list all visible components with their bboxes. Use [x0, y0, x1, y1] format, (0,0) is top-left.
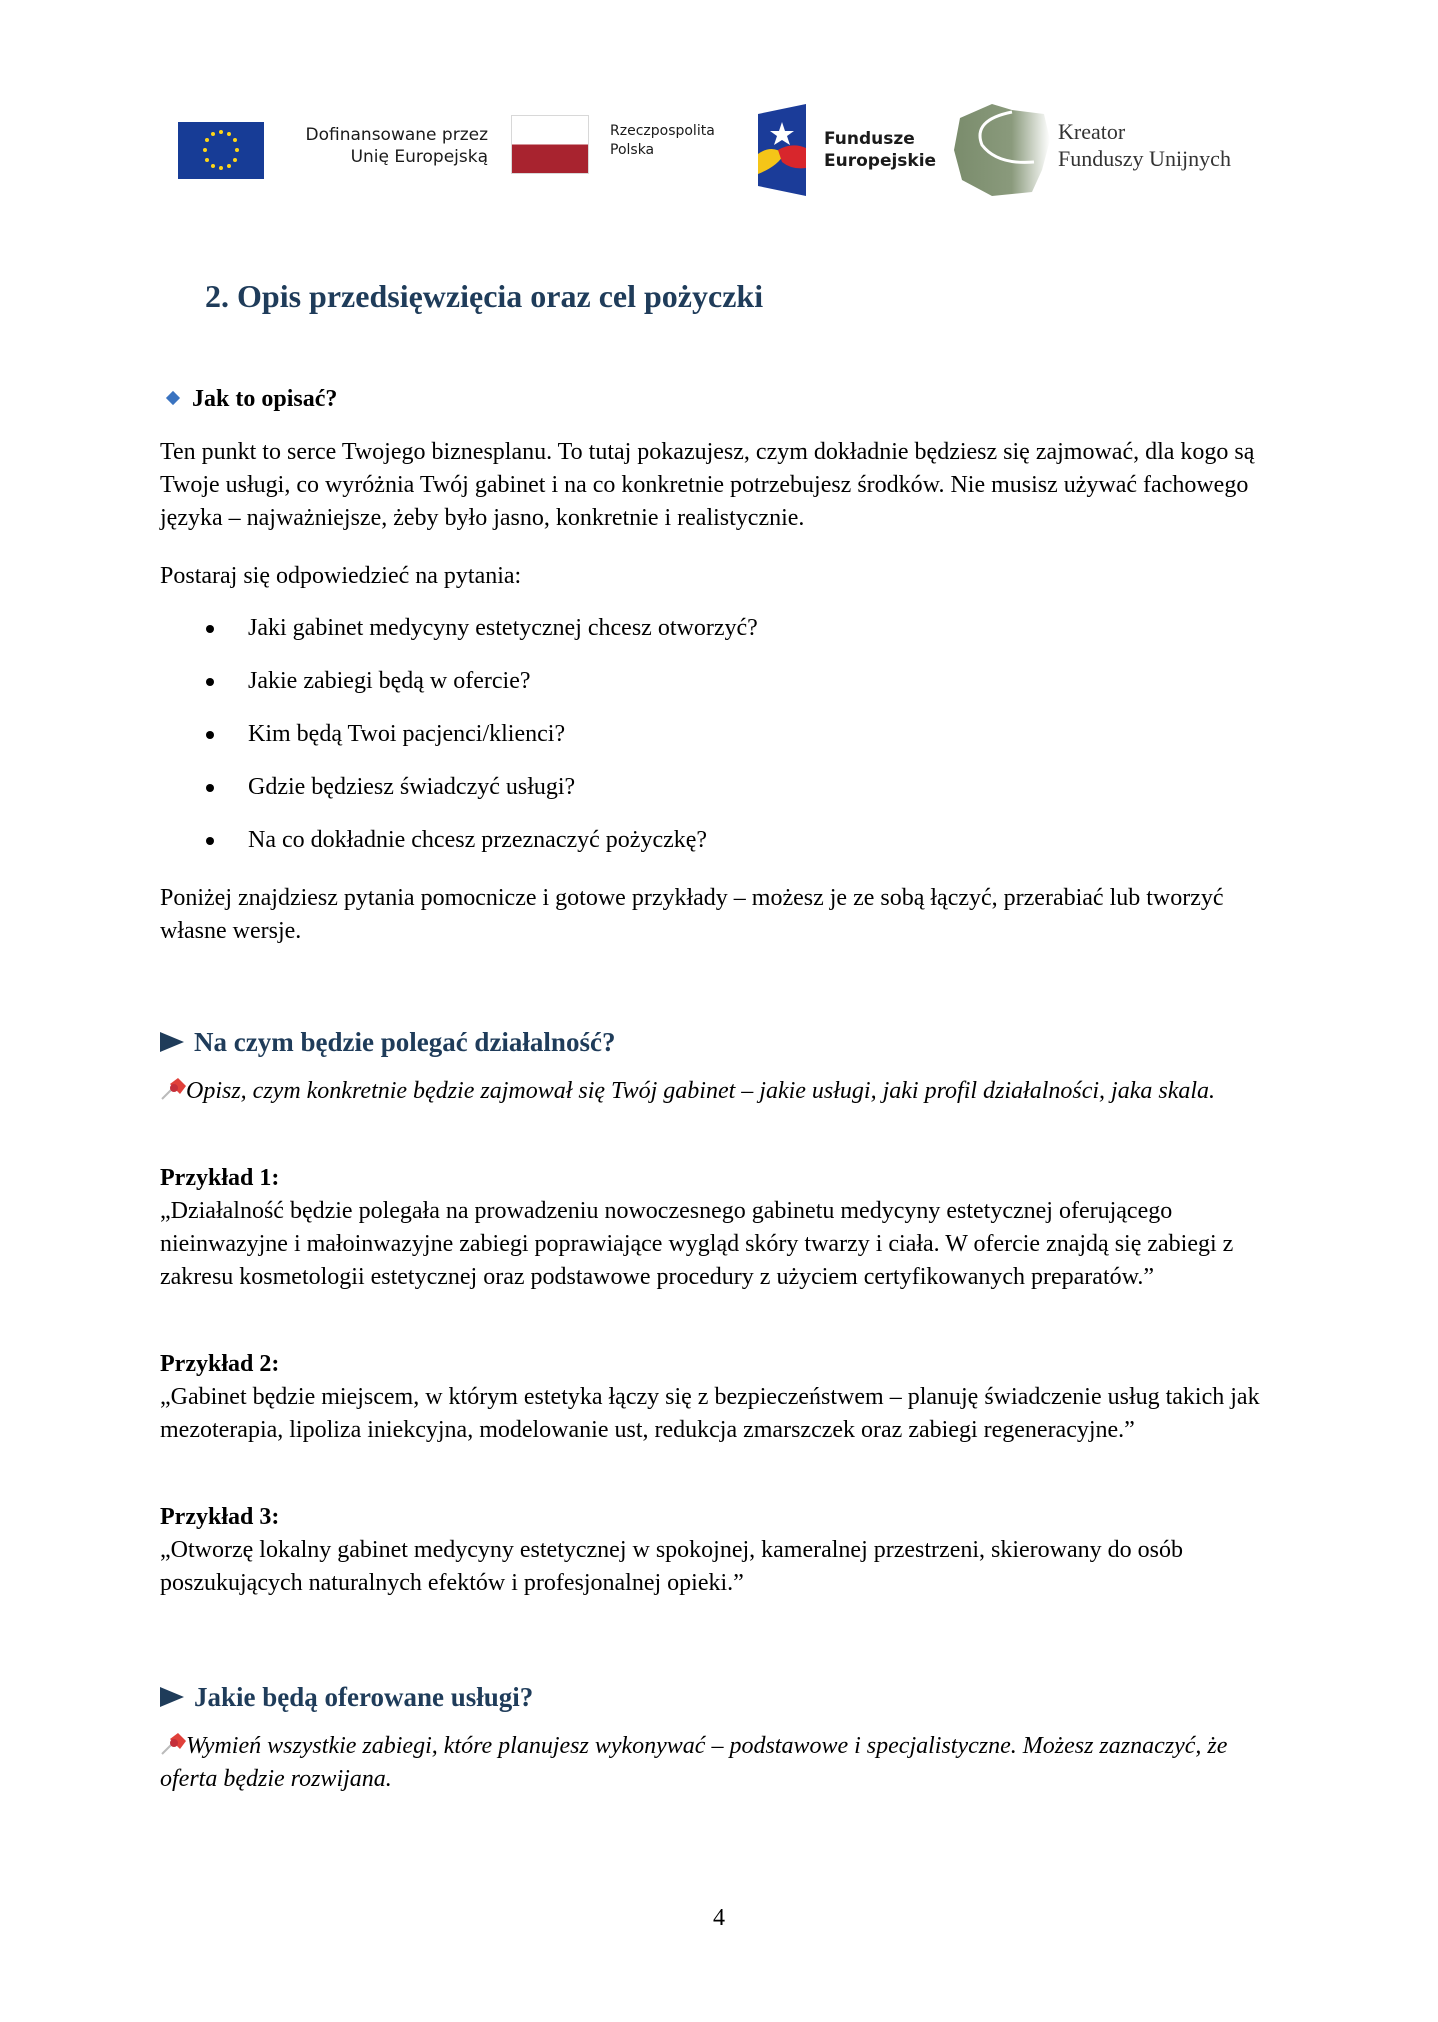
hint-activity: [160, 1075, 1290, 1108]
example-label: Przykład 1:: [160, 1165, 280, 1191]
header-logos: [178, 100, 1268, 200]
subsection-title-text: Jakie będą oferowane usługi?: [194, 1682, 534, 1712]
eu-flag-icon: [178, 122, 264, 179]
kreator-label: [1058, 118, 1231, 172]
list-item: Na co dokładnie chcesz przeznaczyć pożyczkę?: [160, 824, 758, 877]
kreator-map-logo-icon: [952, 100, 1056, 200]
pushpin-icon: [160, 1077, 186, 1099]
fe-text-line1: Fundusze: [824, 129, 915, 149]
example-text: „Otworzę lokalny gabinet medycyny estetycznej w spokojnej, kameralnej przestrzeni, skierowany do osób poszukujących naturalnych efektów i profesjonalnej opieki.”: [160, 1537, 1183, 1596]
example-3: [160, 1501, 1290, 1600]
list-item: Jakie zabiegi będą w ofercie?: [160, 665, 758, 718]
questions-lead: Postaraj się odpowiedzieć na pytania:: [160, 563, 522, 589]
pl-text-line1: Rzeczpospolita: [610, 123, 715, 139]
hint-text: Opisz, czym konkretnie będzie zajmował się Twój gabinet – jakie usługi, jaki profil działalności, jaka skala.: [186, 1078, 1216, 1104]
subhead: [168, 386, 337, 413]
fundusze-europejskie-label: [824, 128, 936, 172]
poland-flag-icon: [511, 115, 589, 174]
example-label: Przykład 3:: [160, 1504, 280, 1530]
subsection-title-text: Na czym będzie polegać działalność?: [194, 1027, 616, 1057]
subsection-title-activity: [160, 1027, 615, 1058]
example-text: „Gabinet będzie miejscem, w którym estetyka łączy się z bezpieczeństwem – planuję świadczenie usług takich jak mezoterapia, lipoliza iniekcyjna, modelowanie ust, redukcja zmarszczek oraz zabiegi regeneracyjne.”: [160, 1384, 1260, 1443]
diamond-bullet-icon: [166, 391, 180, 405]
list-item: Kim będą Twoi pacjenci/klienci?: [160, 718, 758, 771]
list-item: Jaki gabinet medycyny estetycznej chcesz otworzyć?: [160, 612, 758, 665]
hint-services: [160, 1730, 1290, 1796]
fundusze-europejskie-logo-icon: [758, 104, 806, 196]
pl-text-line2: Polska: [610, 142, 655, 158]
example-text: „Działalność będzie polegała na prowadzeniu nowoczesnego gabinetu medycyny estetycznej oferującego nieinwazyjne i małoinwazyjne zabiegi poprawiające wygląd skóry twarzy i ciała. W ofercie znajdą się zabiegi z zakresu kosmetologii estetycznej oraz podstawowe procedury z użyciem certyfikowanych preparatów.”: [160, 1198, 1234, 1290]
arrow-right-icon: [160, 1032, 184, 1052]
poland-label: [610, 122, 715, 160]
fe-text-line2: Europejskie: [824, 151, 937, 171]
intro-paragraph: Ten punkt to serce Twojego biznesplanu. To tutaj pokazujesz, czym dokładnie będziesz się zajmować, dla kogo są Twoje usługi, co wyróżnia Twój gabinet i na co konkretnie potrzebujesz środków. Nie musisz używać fachowego języka – najważniejsze, żeby było jasno, konkretnie i realistycznie.: [160, 439, 1255, 531]
subsection-title-services: [160, 1682, 533, 1713]
example-label: Przykład 2:: [160, 1351, 280, 1377]
eu-text-line2: Unię Europejską: [350, 147, 488, 167]
example-1: [160, 1162, 1290, 1294]
pushpin-icon: [160, 1732, 186, 1754]
example-2: [160, 1348, 1290, 1447]
hint-text: Wymień wszystkie zabiegi, które planujesz wykonywać – podstawowe i specjalistyczne. Możesz zaznaczyć, że oferta będzie rozwijana.: [160, 1733, 1228, 1792]
subhead-text: Jak to opisać?: [192, 386, 338, 412]
section-title: 2. Opis przedsięwzięcia oraz cel pożyczki: [205, 278, 764, 314]
kfu-text-line2: Funduszy Unijnych: [1058, 146, 1231, 171]
questions-list: [160, 612, 758, 877]
page-number: 4: [713, 1905, 725, 1931]
arrow-right-icon: [160, 1687, 184, 1707]
outro-paragraph: Poniżej znajdziesz pytania pomocnicze i gotowe przykłady – możesz je ze sobą łączyć, przerabiać lub tworzyć własne wersje.: [160, 885, 1224, 944]
kfu-text-line1: Kreator: [1058, 119, 1126, 144]
eu-text-line1: Dofinansowane przez: [305, 125, 488, 145]
list-item: Gdzie będziesz świadczyć usługi?: [160, 771, 758, 824]
eu-funding-label: [290, 124, 488, 168]
